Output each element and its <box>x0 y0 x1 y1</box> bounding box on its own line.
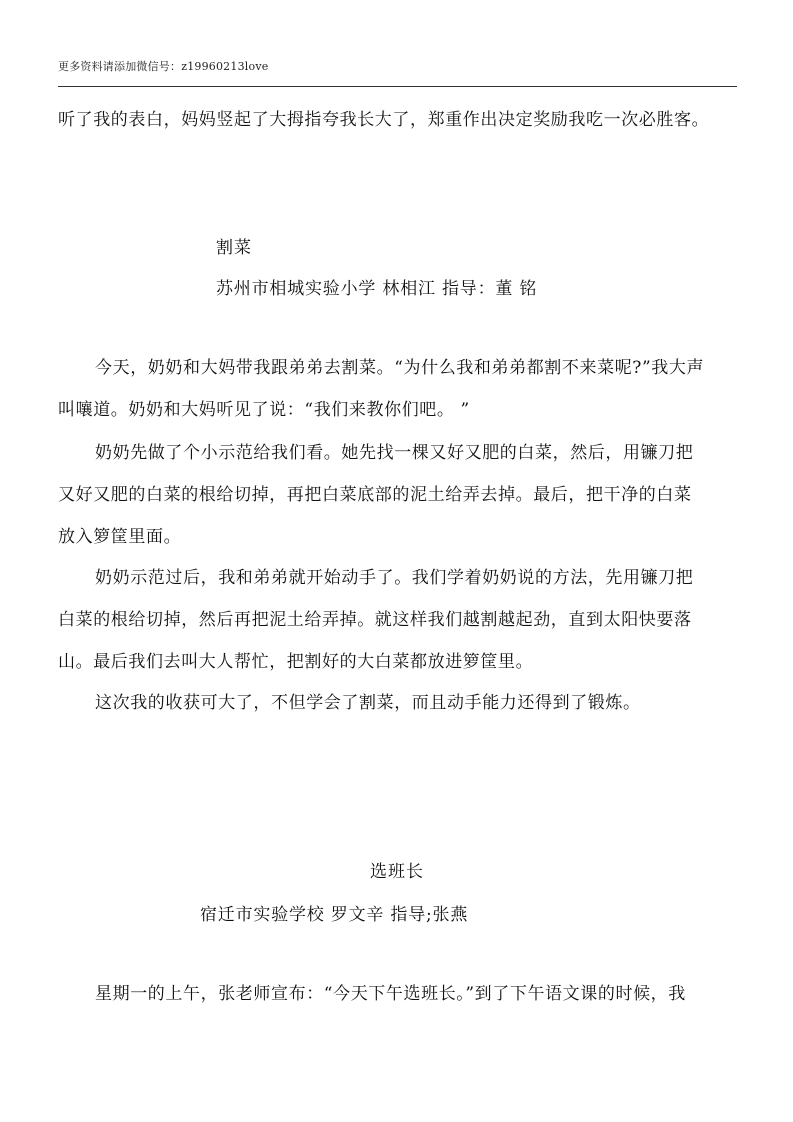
paragraph-line: 白菜的根给切掉，然后再把泥土给弄掉。就这样我们越割越起劲，直到太阳快要落 <box>58 610 692 630</box>
paragraph-line: 星期一的上午，张老师宣布：“今天下午选班长。”到了下午语文课的时候，我 <box>95 984 686 1004</box>
paragraph-line: 奶奶示范过后，我和弟弟就开始动手了。我们学着奶奶说的方法，先用镰刀把 <box>95 568 694 588</box>
paragraph-line: 今天，奶奶和大妈带我跟弟弟去割菜。“为什么我和弟弟都割不来菜呢?”我大声 <box>95 358 705 378</box>
article-title: 割菜 <box>216 238 252 258</box>
paragraph-line: 山。最后我们去叫大人帮忙，把割好的大白菜都放进箩筐里。 <box>58 652 534 672</box>
paragraph-line: 这次我的收获可大了，不但学会了割菜，而且动手能力还得到了锻炼。 <box>95 693 641 713</box>
header-divider <box>58 86 737 87</box>
paragraph-line: 奶奶先做了个小示范给我们看。她先找一棵又好又肥的白菜，然后，用镰刀把 <box>95 443 694 463</box>
article-byline: 苏州市相城实验小学 林相江 指导：董 铭 <box>216 279 538 299</box>
paragraph-line: 放入箩筐里面。 <box>58 527 182 547</box>
article-byline: 宿迁市实验学校 罗文辛 指导;张燕 <box>200 905 469 925</box>
intro-paragraph-line: 听了我的表白，妈妈竖起了大拇指夸我长大了，郑重作出决定奖励我吃一次必胜客。 <box>58 110 710 130</box>
paragraph-line: 又好又肥的白菜的根给切掉，再把白菜底部的泥土给弄去掉。最后，把干净的白菜 <box>58 485 692 505</box>
header-contact-note: 更多资料请添加微信号：z19960213love <box>58 60 269 73</box>
article-title: 选班长 <box>370 862 424 882</box>
paragraph-line: 叫嚷道。奶奶和大妈听见了说：“我们来教你们吧。 ” <box>58 400 470 420</box>
